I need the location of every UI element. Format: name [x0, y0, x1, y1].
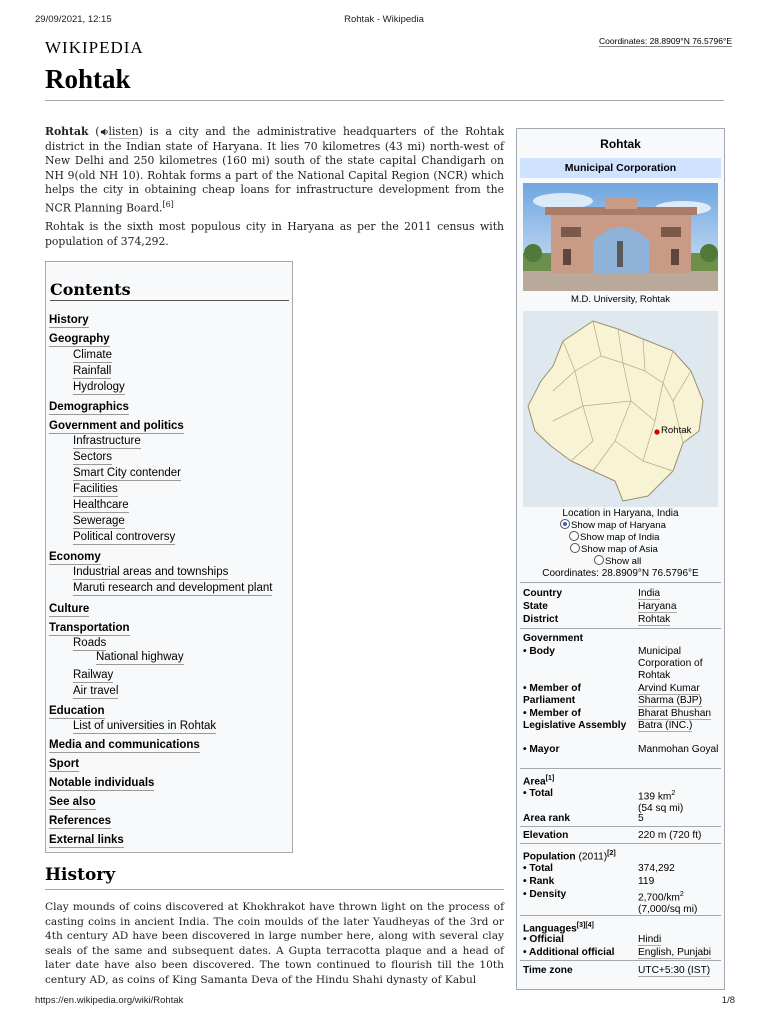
mp-value: Arvind Kumar Sharma (BJP)	[638, 683, 702, 706]
infobox-divider	[520, 960, 721, 961]
toc-item[interactable]: Media and communications	[49, 739, 200, 751]
toc-item[interactable]: Railway	[73, 669, 114, 681]
country-value: India	[638, 588, 661, 599]
toc-item[interactable]: Sport	[49, 758, 80, 770]
toc-item[interactable]: Hydrology	[73, 381, 125, 393]
toc-item[interactable]: Facilities	[73, 483, 118, 495]
lead-text: is a city and the administrative headquarters of the Rohtak district in the Indian state of Haryana. It lies 70 kilometres (43 mi) north-west of New Delhi and 250 kilometres (160 mi) south of the state capital Chandigarh on NH 9(old NH 10). Rohtak forms a part of the National Capital Region (NCR) which helps the city in obtaining cheap loans for infrastructure development from the NCR Planning Board.	[45, 125, 504, 215]
print-tab-title: Rohtak - Wikipedia	[344, 14, 424, 25]
infobox-subtitle[interactable]: Municipal Corporation	[520, 158, 721, 178]
density-value: $2,700/km^2$ (7,000/sq mi)	[638, 891, 698, 916]
body-value: Municipal Corporation of Rohtak	[638, 646, 703, 681]
population-rank-label: • Rank	[523, 876, 555, 887]
population-rank-value: 119	[638, 876, 655, 887]
elevation-value: 220 m (720 ft)	[638, 830, 702, 841]
languages-reference[interactable]: [3][4]	[576, 922, 594, 929]
toc-item[interactable]: Notable individuals	[49, 777, 155, 789]
population-total-value: 374,292	[638, 863, 675, 874]
state-value: Haryana	[638, 601, 677, 612]
country-label: Country	[523, 588, 563, 599]
mla-label: • Member of Legislative Assembly	[523, 708, 627, 731]
mayor-label: • Mayor	[523, 744, 560, 755]
map-marker-label: Rohtak	[661, 425, 692, 436]
body-label: • Body	[523, 646, 555, 657]
area-reference[interactable]: [1]	[545, 775, 555, 782]
toc-item[interactable]: National highway	[96, 651, 184, 663]
university-gate-photo[interactable]	[523, 183, 718, 291]
population-reference[interactable]: [2]	[607, 850, 616, 857]
toc-item[interactable]: See also	[49, 796, 96, 808]
history-paragraph: Clay mounds of coins discovered at Khokhrakot have thrown light on the process of casting coins in ancient India. The coin moulds of the later Yaudheyas of the 3rd or 4th century AD have been discovered in large number here, along with several clay seals of the same and subsequent dates. A Gupta terracotta plaque and a head of later date have also been discovered. The town continued to flourish till the 10th century AD, as coins of King Samanta Deva of the Hindu Shahi dynasty of Kabul	[45, 901, 504, 986]
history-divider	[45, 889, 504, 890]
district-label: District	[523, 614, 559, 625]
reference-6[interactable]: [6]	[162, 199, 174, 209]
infobox-divider	[520, 915, 721, 916]
radio-icon[interactable]	[569, 531, 579, 541]
contents-title: Contents	[50, 280, 289, 301]
toc-item[interactable]: External links	[49, 834, 124, 846]
toc-item[interactable]: Maruti research and development plant	[73, 582, 273, 594]
lead-paragraph-1: Rohtak ( listen) is a city and the administrative headquarters of the Rohtak district in the Indian state of Haryana. It lies 70 kilometres (43 mi) north-west of New Delhi and 250 kilometres (160 mi) south of the state capital Chandigarh on NH 9(old NH 10). Rohtak forms a part of the National Capital Region (NCR) which helps the city in obtaining cheap loans for infrastructure development from the NCR Planning Board.[6]	[45, 125, 504, 215]
table-of-contents	[45, 261, 293, 853]
toc-item[interactable]: Healthcare	[73, 499, 129, 511]
top-coordinates-link[interactable]: Coordinates: 28.8909°N 76.5796°E	[599, 36, 732, 46]
infobox-divider	[520, 826, 721, 827]
official-language-label: • Official	[523, 934, 564, 945]
area-total-value: 139 $km^2$ (54 sq mi)	[638, 790, 684, 815]
photo-caption: M.D. University, Rohtak	[570, 294, 671, 305]
toc-item[interactable]: Smart City contender	[73, 467, 182, 479]
infobox-divider	[520, 768, 721, 769]
radio-icon[interactable]	[594, 555, 604, 565]
toc-item[interactable]: Climate	[73, 349, 112, 361]
toc-item[interactable]: Infrastructure	[73, 435, 141, 447]
toc-item[interactable]: Sectors	[73, 451, 112, 463]
timezone-label: Time zone	[523, 965, 573, 976]
toc-item[interactable]: Geography	[49, 333, 110, 345]
toc-item[interactable]: Rainfall	[73, 365, 112, 377]
area-rank-value: 5	[638, 813, 644, 824]
state-label: State	[523, 601, 548, 612]
population-label: Population (2011)[2]	[523, 850, 616, 863]
title-divider	[45, 100, 724, 101]
toc-item[interactable]: Political controversy	[73, 531, 176, 543]
toc-item[interactable]: Roads	[73, 637, 107, 649]
toc-item[interactable]: Education	[49, 705, 105, 717]
print-url: https://en.wikipedia.org/wiki/Rohtak	[35, 995, 184, 1006]
toc-item[interactable]: Industrial areas and townships	[73, 566, 229, 578]
radio-show-asia[interactable]: Show map of Asia	[570, 543, 658, 555]
radio-selected-icon[interactable]	[560, 519, 570, 529]
radio-show-haryana[interactable]: Show map of Haryana	[560, 519, 666, 531]
mla-value: Bharat Bhushan Batra (INC.)	[638, 708, 712, 731]
wikipedia-logo[interactable]: WIKIPEDIA	[45, 38, 144, 57]
lead-paragraph-2: Rohtak is the sixth most populous city in Haryana as per the 2011 census with population of 374,292.	[45, 220, 504, 248]
government-label: Government	[523, 633, 584, 644]
print-datetime: 29/09/2021, 12:15	[35, 14, 112, 25]
population-total-label: • Total	[523, 863, 553, 874]
radio-show-india[interactable]: Show map of India	[569, 531, 659, 543]
map-caption: Location in Haryana, India	[562, 508, 679, 519]
toc-item[interactable]: Government and politics	[49, 420, 184, 432]
district-value: Rohtak	[638, 614, 671, 625]
infobox	[516, 128, 725, 990]
infobox-title: Rohtak	[600, 137, 641, 151]
timezone-value: UTC+5:30 (IST)	[638, 965, 711, 976]
listen-link[interactable]: listen	[108, 125, 139, 138]
density-label: • Density	[523, 889, 567, 900]
radio-icon[interactable]	[570, 543, 580, 553]
haryana-locator-map[interactable]	[523, 311, 718, 507]
article-subject: Rohtak	[45, 125, 89, 138]
elevation-label: Elevation	[523, 830, 569, 841]
infobox-divider	[520, 843, 721, 844]
toc-item[interactable]: Economy	[49, 551, 101, 563]
area-total-label: • Total	[523, 788, 553, 799]
toc-item[interactable]: Air travel	[73, 685, 119, 697]
area-rank-label: Area rank	[523, 813, 571, 824]
toc-item[interactable]: History	[49, 314, 89, 326]
additional-official-value: English, Punjabi	[638, 947, 712, 958]
area-label: Area[1]	[523, 775, 555, 788]
additional-official-label: • Additional official	[523, 947, 615, 958]
infobox-divider	[520, 582, 721, 583]
mp-label: • Member of Parliament	[523, 683, 581, 706]
print-page-number: 1/8	[721, 995, 735, 1006]
toc-item[interactable]: List of universities in Rohtak	[73, 720, 217, 732]
speaker-icon[interactable]	[100, 128, 109, 136]
toc-item[interactable]: Demographics	[49, 401, 129, 413]
mayor-value: Manmohan Goyal	[638, 744, 719, 755]
languages-label: Languages[3][4]	[523, 922, 594, 935]
toc-item[interactable]: Sewerage	[73, 515, 125, 527]
radio-show-all[interactable]: Show all	[594, 555, 641, 567]
infobox-coordinates[interactable]: Coordinates: 28.8909°N 76.5796°E	[542, 568, 699, 579]
infobox-divider	[520, 628, 721, 629]
toc-item[interactable]: References	[49, 815, 112, 827]
toc-item[interactable]: Transportation	[49, 622, 130, 634]
history-heading: History	[45, 865, 116, 885]
page-title: Rohtak	[45, 64, 131, 94]
official-language-value: Hindi	[638, 934, 662, 945]
toc-item[interactable]: Culture	[49, 603, 90, 615]
